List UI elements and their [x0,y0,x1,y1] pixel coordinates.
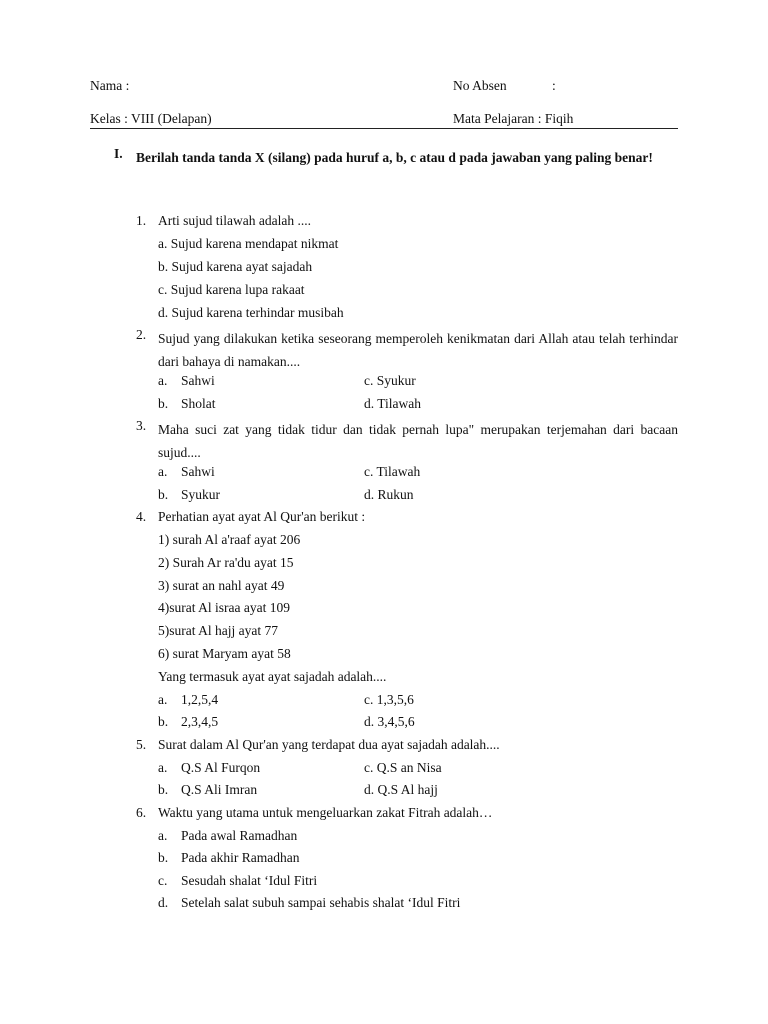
absen-label: No Absen [453,78,507,93]
q4-list-item: 5)surat Al hajj ayat 77 [158,623,278,638]
section-number: I. [114,146,123,161]
q5-option-d: d. Q.S Al hajj [364,782,438,797]
q4-option-b-letter: b. [158,714,169,729]
q4-list-item: 1) surah Al a'raaf ayat 206 [158,532,301,547]
q3-number: 3. [136,418,147,433]
q2-option-a-letter: a. [158,373,168,388]
q6-option-b: Pada akhir Ramadhan [181,850,300,865]
q4-prompt: Yang termasuk ayat ayat sajadah adalah.... [158,669,387,684]
q1-option-b: b. Sujud karena ayat sajadah [158,259,313,274]
subject-label: Mata Pelajaran : Fiqih [453,111,574,126]
q5-option-a-letter: a. [158,760,168,775]
section-instruction: Berilah tanda tanda X (silang) pada huruf a, b, c atau d pada jawaban yang paling benar! [136,150,653,165]
q3-option-a-letter: a. [158,464,168,479]
q5-number: 5. [136,737,147,752]
q1-option-d: d. Sujud karena terhindar musibah [158,305,344,320]
q1-option-a: a. Sujud karena mendapat nikmat [158,236,339,251]
q6-text: Waktu yang utama untuk mengeluarkan zakat Fitrah adalah… [158,805,493,820]
q1-text: Arti sujud tilawah adalah .... [158,213,311,228]
q6-option-a: Pada awal Ramadhan [181,828,298,843]
q6-option-a-letter: a. [158,828,168,843]
q6-option-d: Setelah salat subuh sampai sehabis shalat ‘Idul Fitri [181,895,461,910]
q6-option-b-letter: b. [158,850,169,865]
q4-list-item: 3) surat an nahl ayat 49 [158,578,285,593]
q5-option-c: c. Q.S an Nisa [364,760,442,775]
q4-option-a-letter: a. [158,692,168,707]
q6-number: 6. [136,805,147,820]
q2-number: 2. [136,327,147,342]
q4-list-item: 4)surat Al israa ayat 109 [158,600,290,615]
class-label: Kelas : VIII (Delapan) [90,111,212,126]
q1-option-c: c. Sujud karena lupa rakaat [158,282,305,297]
q4-number: 4. [136,509,147,524]
name-label: Nama : [90,78,130,93]
q2-option-a: Sahwi [181,373,215,388]
q6-option-c-letter: c. [158,873,168,888]
q1-number: 1. [136,213,147,228]
q2-option-b-letter: b. [158,396,169,411]
q4-list-item: 6) surat Maryam ayat 58 [158,646,291,661]
absen-colon: : [552,78,556,93]
q3-text: Maha suci zat yang tidak tidur dan tidak pernah lupa" merupakan terjemahan dari bacaan sujud.... [158,422,678,460]
q3-option-a: Sahwi [181,464,215,479]
q6-option-d-letter: d. [158,895,169,910]
q6-option-c: Sesudah shalat ‘Idul Fitri [181,873,318,888]
q4-option-a: 1,2,5,4 [181,692,219,707]
q4-option-c: c. 1,3,5,6 [364,692,414,707]
q3-option-b-letter: b. [158,487,169,502]
q2-option-b: Sholat [181,396,216,411]
q3-option-c: c. Tilawah [364,464,421,479]
q4-option-d: d. 3,4,5,6 [364,714,415,729]
q4-text: Perhatian ayat ayat Al Qur'an berikut : [158,509,366,524]
q5-option-a: Q.S Al Furqon [181,760,261,775]
q2-option-d: d. Tilawah [364,396,422,411]
header-divider [90,128,678,129]
q3-option-b: Syukur [181,487,221,502]
q5-option-b: Q.S Ali Imran [181,782,258,797]
q4-option-b: 2,3,4,5 [181,714,219,729]
q2-option-c: c. Syukur [364,373,416,388]
q4-list-item: 2) Surah Ar ra'du ayat 15 [158,555,294,570]
q3-option-d: d. Rukun [364,487,414,502]
q5-text: Surat dalam Al Qur'an yang terdapat dua ayat sajadah adalah.... [158,737,500,752]
q5-option-b-letter: b. [158,782,169,797]
q2-text: Sujud yang dilakukan ketika seseorang memperoleh kenikmatan dari Allah atau telah terhindar dari bahaya di namakan.... [158,331,678,369]
